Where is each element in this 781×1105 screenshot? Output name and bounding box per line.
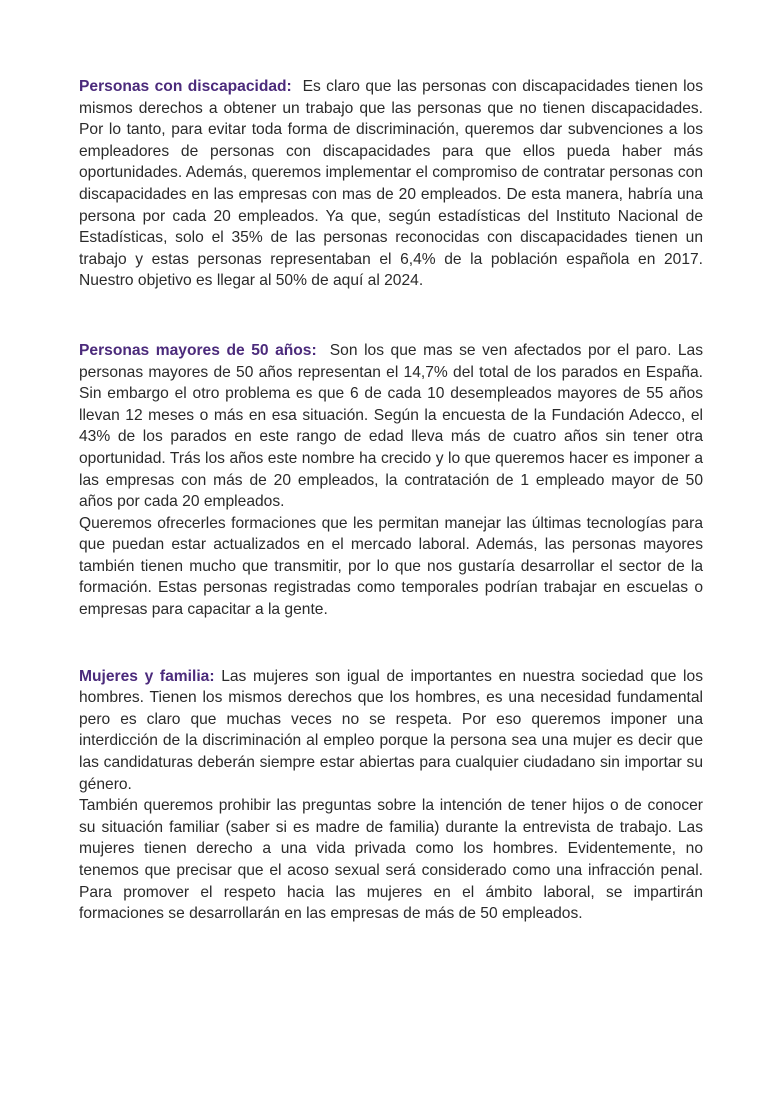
section-body-text: Es claro que las personas con discapacidades tienen los mismos derechos a obtener un trabajo que las personas que no tienen discapacidades. Por lo tanto, para evitar toda forma de discriminación, queremos dar subvenciones a los empleadores de personas con discapacidades para que ellos pueda haber más oportunidades. Además, queremos implementar el compromiso de contratar personas con discapacidades en las empresas con mas de 20 empleados. De esta manera, habría una persona por cada 20 empleados. Ya que, según estadísticas del Instituto Nacional de Estadísticas, solo el 35% de las personas reconocidas con discapacidades tienen un trabajo y estas personas representaban el 6,4% de la población española en 2017. Nuestro objetivo es llegar al 50% de aquí al 2024. — [79, 78, 703, 290]
section-paragraph: También queremos prohibir las preguntas sobre la intención de tener hijos o de conocer su situación familiar (saber si es madre de familia) durante la entrevista de trabajo. Las mujeres tienen derecho a una vida privada como los hombres. Evidentemente, no tenemos que precisar que el acoso sexual será considerado como una infracción penal. Para promover el respeto hacia las mujeres en el ámbito laboral, se impartirán formaciones se desarrollarán en las empresas de más de 50 empleados. — [79, 797, 703, 923]
section-heading: Personas mayores de 50 años: — [79, 341, 317, 359]
section-body-text: Son los que mas se ven afectados por el paro. Las personas mayores de 50 años representan el 14,7% del total de los parados en España. Sin embargo el otro problema es que 6 de cada 10 desempleados mayores de 55 años llevan 12 meses o más en esa situación. Según la encuesta de la Fundación Adecco, el 43% de los parados en este rango de edad lleva más de cuatro años sin tener otra oportunidad. Trás los años este nombre ha crecido y lo que queremos hacer es imponer a las empresas con más de 20 empleados, la contratación de 1 empleado mayor de 50 años por cada 20 empleados. — [79, 341, 703, 511]
section-paragraph — [79, 76, 703, 292]
section-paragraph — [79, 666, 703, 796]
section-personas-mayores-de-50 — [79, 340, 703, 621]
section-personas-con-discapacidad — [79, 76, 703, 292]
section-heading: Personas con discapacidad: — [79, 78, 292, 95]
section-body-text: Las mujeres son igual de importantes en nuestra sociedad que los hombres. Tienen los mismos derechos que los hombres, es una necesidad fundamental pero es claro que muchas veces no se respeta. Por eso queremos imponer una interdicción de la discriminación al empleo porque la persona sea una mujer es decir que las candidaturas deberán siempre estar abiertas para cualquier ciudadano sin importar su género. — [79, 667, 703, 793]
section-paragraph: Queremos ofrecerles formaciones que les permitan manejar las últimas tecnologías para que puedan estar actualizados en el mercado laboral. Además, las personas mayores también tienen mucho que transmitir, por lo que nos gustaría desarrollar el sector de la formación. Estas personas registradas como temporales podrían trabajar en escuelas o empresas para capacitar a la gente. — [79, 514, 703, 619]
section-paragraph — [79, 340, 703, 513]
document-page — [79, 76, 703, 925]
section-heading: Mujeres y familia: — [79, 667, 215, 685]
section-mujeres-y-familia — [79, 666, 703, 925]
